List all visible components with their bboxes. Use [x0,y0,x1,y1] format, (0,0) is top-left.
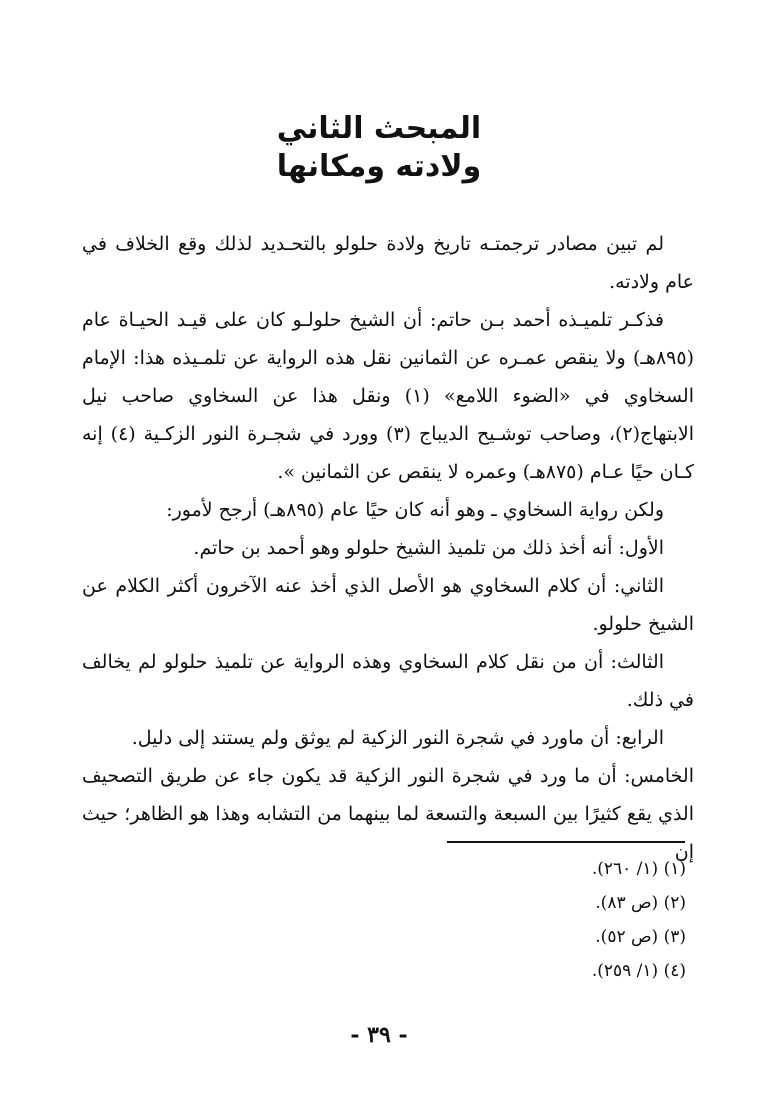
paragraph: الرابع: أن ماورد في شجرة النور الزكية لم يوثق ولم يستند إلى دليل. [131,727,664,749]
paragraph: ولكن رواية السخاوي ـ وهو أنه كان حيًا عام (٨٩٥هـ) أرجح لأمور: [166,499,664,521]
paragraph: الخامس: أن ما ورد في شجرة النور الزكية قد يكون جاء عن طريق التصحيف الذي يقع كثيرًا بين السبعة والتسعة لما بينهما من التشابه وهذا هو الظاهر؛ حيث إن [82,765,694,863]
body-text [82,225,694,871]
footnote-divider [447,841,685,843]
paragraph: الثاني: أن كلام السخاوي هو الأصل الذي أخذ عنه الآخرون أكثر الكلام عن الشيخ حلولو. [82,575,694,635]
chapter-heading [0,110,758,186]
footnote: (١) (١/ ٢٦٠). [591,859,686,879]
paragraph: فذكـر تلميـذه أحمد بـن حاتم: أن الشيخ حلولـو كان على قيـد الحيـاة عام (٨٩٥هـ) ولا ينقص عمـره عن الثمانين نقل هذه الرواية عن تلمـيذه هذا: الإمام السخاوي في «الضوء اللامع» (١) ونقل هذا عن السخاوي صاحب نيل الابتهاج(٢)، وصاحب توشـيح الديباج (٣) وورد في شجـرة النور الزكـية (٤) إنه كـان حيًا عـام (٨٧٥هـ) وعمره لا ينقص عن الثمانين ». [82,309,694,483]
paragraph: الثالث: أن من نقل كلام السخاوي وهذه الرواية عن تلميذ حلولو لم يخالف في ذلك. [82,651,694,711]
footnote: (٢) (ص ٨٣). [595,893,686,913]
paragraph: لم تبين مصادر ترجمتـه تاريخ ولادة حلولو بالتحـديد لذلك وقع الخلاف في عام ولادته. [82,233,694,293]
footnote: (٣) (ص ٥٢). [595,927,686,947]
paragraph: الأول: أنه أخذ ذلك من تلميذ الشيخ حلولو وهو أحمد بن حاتم. [193,537,664,559]
section-title: المبحث الثاني [276,111,482,146]
page-number: - ٣٩ - [350,1022,408,1048]
footnotes [82,852,686,988]
section-subtitle: ولادته ومكانها [276,149,482,184]
footnote: (٤) (١/ ٢٥٩). [591,961,686,981]
